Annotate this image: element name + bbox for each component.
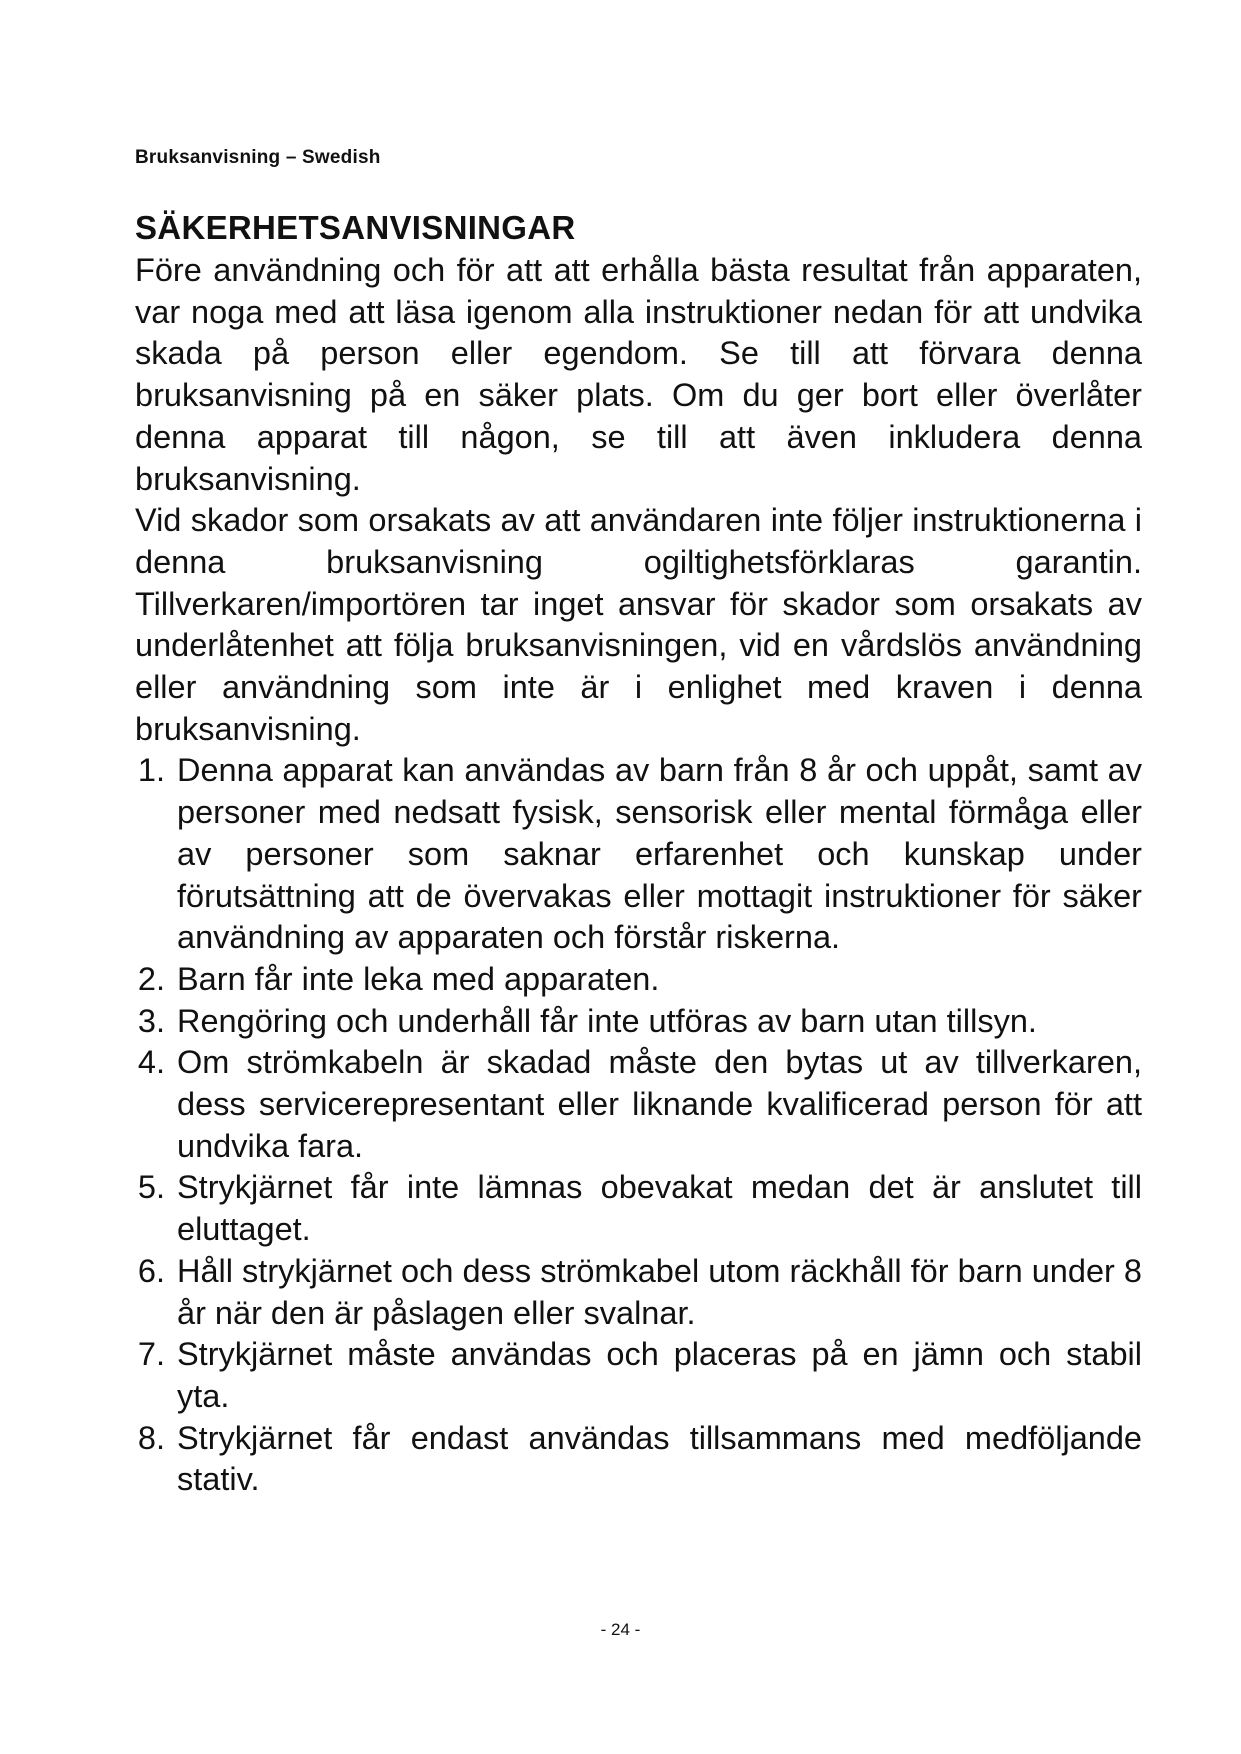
list-item-number: 7. (137, 1336, 165, 1373)
list-item (135, 1334, 1142, 1417)
list-item (135, 1418, 1142, 1501)
list-item-number: 3. (137, 1002, 165, 1039)
list-item (135, 1167, 1142, 1250)
safety-warning-list (135, 750, 1142, 1501)
list-item (135, 959, 1142, 1001)
list-item-number: 8. (137, 1419, 165, 1456)
list-item-number: 4. (137, 1044, 165, 1081)
list-item-text: Strykjärnet får endast användas tillsammans med medföljande stativ. (177, 1419, 1142, 1498)
list-item-text: Strykjärnet får inte lämnas obevakat medan det är anslutet till eluttaget. (177, 1169, 1142, 1248)
list-item-number: 1. (137, 752, 165, 789)
list-item-number: 5. (137, 1169, 165, 1206)
page-number: - 24 - (600, 1620, 641, 1639)
list-item-text: Håll strykjärnet och dess strömkabel utom räckhåll för barn under 8 år när den är påslagen eller svalnar. (177, 1252, 1142, 1331)
list-item-number: 6. (137, 1252, 165, 1289)
list-item-number: 2. (137, 960, 165, 997)
list-item-text: Om strömkabeln är skadad måste den bytas ut av tillverkaren, dess servicerepresentant eller liknande kvalificerad person för att undvika fara. (177, 1044, 1142, 1164)
list-item-text: Rengöring och underhåll får inte utföras av barn utan tillsyn. (177, 1002, 1037, 1039)
safety-instructions-section (135, 207, 1142, 1501)
list-item (135, 1251, 1142, 1334)
list-item-text: Denna apparat kan användas av barn från 8 år och uppåt, samt av personer med nedsatt fysisk, sensorisk eller mental förmåga eller av personer som saknar erfarenhet och kunskap under förutsättning att de övervakas eller mottagit instruktioner för säker användning av apparaten och förstår riskerna. (177, 752, 1142, 956)
list-item (135, 1001, 1142, 1043)
liability-paragraph: Vid skador som orsakats av att användaren inte följer instruktionerna i denna bruksanvisning ogiltighetsförklaras garantin. Tillverkaren/importören tar inget ansvar för skador som orsakats av underlåtenhet att följa bruksanvisningen, vid en vårdslös användning eller användning som inte är i enlighet med kraven i denna bruksanvisning. (135, 502, 1142, 747)
list-item (135, 1042, 1142, 1167)
section-title: SÄKERHETSANVISNINGAR (135, 209, 576, 246)
list-item-text: Strykjärnet måste användas och placeras på en jämn och stabil yta. (177, 1336, 1142, 1414)
list-item-text: Barn får inte leka med apparaten. (177, 960, 660, 997)
document-header-label: Bruksanvisning – Swedish (135, 147, 381, 168)
list-item (135, 750, 1142, 959)
intro-paragraph: Före användning och för att att erhålla bästa resultat från apparaten, var noga med att läsa igenom alla instruktioner nedan för att undvika skada på person eller egendom. Se till att förvara denna bruksanvisning på en säker plats. Om du ger bort eller överlåter denna apparat till någon, se till att även inkludera denna bruksanvisning. (135, 252, 1142, 497)
